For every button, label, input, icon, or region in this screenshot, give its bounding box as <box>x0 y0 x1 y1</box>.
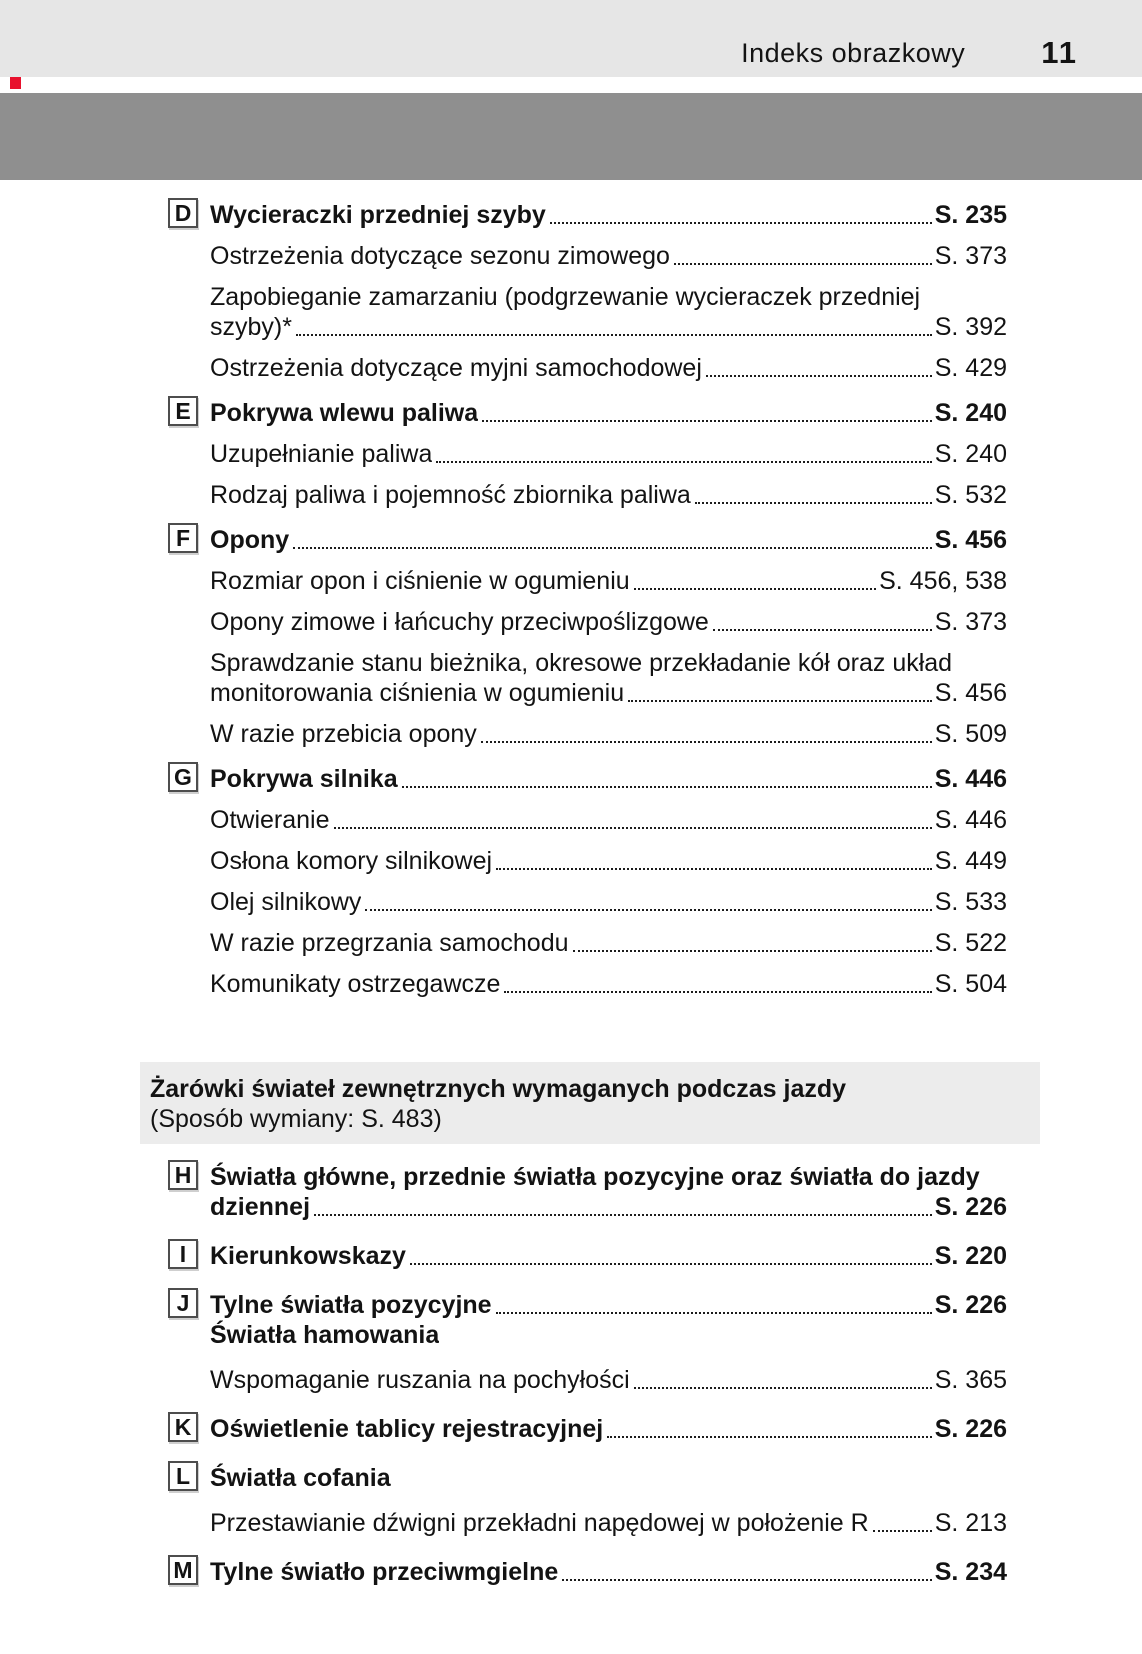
entry-title: Olej silnikowy <box>210 888 362 916</box>
page-reference: S. 446 <box>934 806 1007 834</box>
dotted-leader <box>402 786 932 788</box>
entry-title: Pokrywa silnika <box>210 765 398 793</box>
entry-title: Ostrzeżenia dotyczące myjni samochodowej <box>210 354 702 382</box>
page-reference: S. 449 <box>934 847 1007 875</box>
index-sub-entry <box>168 846 1007 876</box>
index-sub-entry <box>168 353 1007 383</box>
page-title: Indeks obrazkowy <box>741 38 966 68</box>
dotted-leader <box>365 909 931 911</box>
entry-title: Sprawdzanie stanu bieżnika, okresowe przekładanie kół oraz układ <box>210 649 953 677</box>
page-reference: S. 429 <box>934 354 1007 382</box>
entry-letter-badge: F <box>168 523 198 553</box>
index-sub-entry <box>168 1365 1007 1395</box>
page-reference: S. 509 <box>934 720 1007 748</box>
entry-title: Opony zimowe i łańcuchy przeciwpoślizgowe <box>210 608 709 636</box>
index-entry <box>168 525 1007 555</box>
dotted-leader <box>706 375 932 377</box>
dotted-leader <box>562 1579 931 1581</box>
dotted-leader <box>496 1312 932 1314</box>
entry-title: Wspomaganie ruszania na pochyłości <box>210 1366 630 1394</box>
entry-title: Zapobieganie zamarzaniu (podgrzewanie wycieraczek przedniej <box>210 283 921 311</box>
page-reference: S. 373 <box>934 608 1007 636</box>
page-reference: S. 365 <box>934 1366 1007 1394</box>
index-sub-entry <box>168 480 1007 510</box>
dotted-leader <box>410 1263 932 1265</box>
entry-title: Przestawianie dźwigni przekładni napędowej w położenie R <box>210 1509 869 1537</box>
dotted-leader <box>674 263 932 265</box>
entry-title: Światła hamowania <box>210 1321 440 1349</box>
entry-title: Pokrywa wlewu paliwa <box>210 399 479 427</box>
page-reference: S. 213 <box>934 1509 1007 1537</box>
entry-title: W razie przegrzania samochodu <box>210 929 569 957</box>
page-reference: S. 226 <box>934 1415 1007 1443</box>
index-entry <box>168 1162 1007 1222</box>
entry-letter-badge: I <box>168 1239 198 1269</box>
dotted-leader <box>634 588 876 590</box>
page-reference: S. 522 <box>934 929 1007 957</box>
index-sub-entry <box>168 241 1007 271</box>
dotted-leader <box>695 502 932 504</box>
dotted-leader <box>628 700 932 702</box>
page-reference: S. 532 <box>934 481 1007 509</box>
page-reference: S. 446 <box>934 765 1007 793</box>
entry-title: Ostrzeżenia dotyczące sezonu zimowego <box>210 242 670 270</box>
entry-title: Otwieranie <box>210 806 330 834</box>
page-reference: S. 504 <box>934 970 1007 998</box>
index-entry <box>168 200 1007 230</box>
entry-letter-badge: D <box>168 198 198 228</box>
entry-title: Światła główne, przednie światła pozycyjne oraz światła do jazdy <box>210 1163 980 1191</box>
section-note-title: Żarówki świateł zewnętrznych wymaganych podczas jazdy <box>150 1075 847 1103</box>
entry-title: Tylne światło przeciwmgielne <box>210 1558 559 1586</box>
index-sub-entry <box>168 887 1007 917</box>
index-sub-entry <box>168 719 1007 749</box>
section-note <box>140 1062 1040 1144</box>
dotted-leader <box>314 1214 932 1216</box>
entry-title: Rodzaj paliwa i pojemność zbiornika paliwa <box>210 481 691 509</box>
entry-title: Wycieraczki przedniej szyby <box>210 201 546 229</box>
page-reference: S. 220 <box>934 1242 1007 1270</box>
entry-letter-badge: K <box>168 1412 198 1442</box>
dotted-leader <box>296 334 932 336</box>
entry-title: Kierunkowskazy <box>210 1242 406 1270</box>
dotted-leader <box>482 420 932 422</box>
index-sub-entry <box>168 607 1007 637</box>
index-entry <box>168 1414 1007 1444</box>
index-entry <box>168 1290 1007 1350</box>
page-reference: S. 456 <box>934 679 1007 707</box>
index-sub-entry <box>168 282 1007 342</box>
page-reference: S. 373 <box>934 242 1007 270</box>
dotted-leader <box>334 827 932 829</box>
page-reference: S. 456, 538 <box>879 567 1007 595</box>
page-number: 11 <box>1041 35 1078 70</box>
entry-title: Rozmiar opon i ciśnienie w ogumieniu <box>210 567 630 595</box>
index-entry <box>168 398 1007 428</box>
entry-letter-badge: H <box>168 1160 198 1190</box>
entry-title: W razie przebicia opony <box>210 720 477 748</box>
entry-title: monitorowania ciśnienia w ogumieniu <box>210 679 625 707</box>
dotted-leader <box>550 222 932 224</box>
page-reference: S. 240 <box>934 399 1007 427</box>
index-sub-entry <box>168 805 1007 835</box>
dotted-leader <box>481 741 932 743</box>
page-reference: S. 226 <box>934 1193 1007 1221</box>
entry-title: Oświetlenie tablicy rejestracyjnej <box>210 1415 604 1443</box>
index-sub-entry <box>168 566 1007 596</box>
index-entry <box>168 1241 1007 1271</box>
dotted-leader <box>634 1387 932 1389</box>
index-entry <box>168 1557 1007 1587</box>
page-header <box>0 0 1142 77</box>
entry-letter-badge: M <box>168 1555 198 1585</box>
index-entry <box>168 1463 1007 1493</box>
dotted-leader <box>293 547 932 549</box>
index-sub-entry <box>168 1508 1007 1538</box>
page-reference: S. 240 <box>934 440 1007 468</box>
page-reference: S. 456 <box>934 526 1007 554</box>
index-sub-entry <box>168 648 1007 708</box>
dotted-leader <box>496 868 932 870</box>
page-reference: S. 235 <box>934 201 1007 229</box>
page-reference: S. 226 <box>934 1291 1007 1319</box>
page-reference: S. 234 <box>934 1558 1007 1586</box>
entry-letter-badge: L <box>168 1461 198 1491</box>
entry-letter-badge: G <box>168 762 198 792</box>
section-note-subtitle: (Sposób wymiany: S. 483) <box>150 1105 442 1133</box>
entry-title: dziennej <box>210 1193 311 1221</box>
index-entry <box>168 764 1007 794</box>
dotted-leader <box>436 461 931 463</box>
dotted-leader <box>713 629 932 631</box>
entry-letter-badge: J <box>168 1288 198 1318</box>
index-sub-entry <box>168 969 1007 999</box>
entry-title: Tylne światła pozycyjne <box>210 1291 492 1319</box>
entry-title: Osłona komory silnikowej <box>210 847 493 875</box>
dotted-leader <box>607 1436 931 1438</box>
index-sub-entry <box>168 439 1007 469</box>
entry-title: szyby)* <box>210 313 292 341</box>
index-sub-entry <box>168 928 1007 958</box>
entry-title: Komunikaty ostrzegawcze <box>210 970 501 998</box>
entry-letter-badge: E <box>168 396 198 426</box>
index-list <box>150 196 1007 1602</box>
page-reference: S. 533 <box>934 888 1007 916</box>
page-reference: S. 392 <box>934 313 1007 341</box>
dotted-leader <box>573 950 932 952</box>
section-divider-band <box>0 93 1142 180</box>
entry-title: Światła cofania <box>210 1464 391 1492</box>
dotted-leader <box>504 991 931 993</box>
entry-title: Uzupełnianie paliwa <box>210 440 433 468</box>
dotted-leader <box>873 1530 932 1532</box>
entry-title: Opony <box>210 526 290 554</box>
